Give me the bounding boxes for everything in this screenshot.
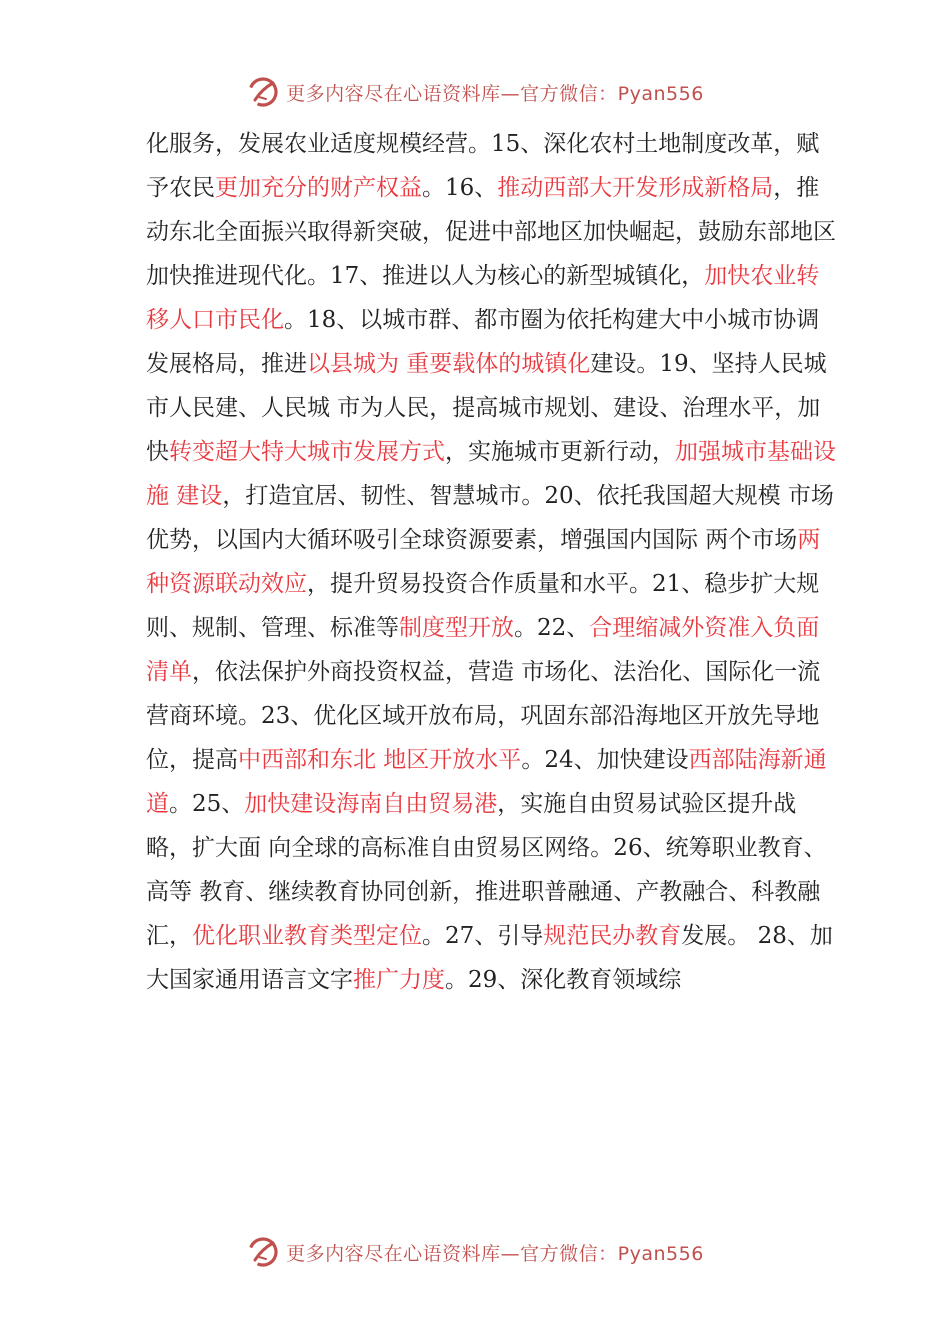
highlighted-text: 合理缩减外资准入负面清单 xyxy=(146,615,820,685)
brush-stroke-logo-icon xyxy=(246,1235,280,1269)
footer-banner xyxy=(0,1232,950,1272)
body-text: 。22、 xyxy=(514,615,590,641)
body-text: ，提升贸易投资合作质量和水平。21、稳步扩大规则、规制、管理、标准等 xyxy=(146,571,820,641)
body-text: 化服务，发展农业适度规模经营。15、深化农村土地制度改革，赋予农民 xyxy=(146,131,820,201)
body-text: 发展。 28、加大国家通用语言文字 xyxy=(146,923,833,993)
highlighted-text: 优化职业教育类型定位 xyxy=(192,923,422,949)
banner-text: 更多内容尽在心语资料库—官方微信：Pyan556 xyxy=(286,82,704,105)
body-text: 。16、 xyxy=(422,175,498,201)
body-text: ，实施城市更新行动， xyxy=(445,439,675,465)
brush-stroke-logo-icon xyxy=(246,75,280,109)
highlighted-text: 以县城为 重要载体的城镇化 xyxy=(307,351,591,377)
body-text: 。29、深化教育领域综 xyxy=(445,967,682,993)
highlighted-text: 转变超大特大城市发展方式 xyxy=(169,439,445,465)
highlighted-text: 推广力度 xyxy=(353,967,445,993)
body-text: ，推动东北全面振兴取得新突破，促进中部地区加快崛起，鼓励东部地区加快推进现代化。17、推进以人为核心的新型城镇化， xyxy=(146,175,836,289)
highlighted-text: 西部陆海新通道 xyxy=(146,747,827,817)
body-text: 建设。19、坚持人民城市人民建、人民城 市为人民，提高城市规划、建设、治理水平，加快 xyxy=(146,351,827,465)
document-body xyxy=(146,122,836,1002)
body-text: ，实施自由贸易试验区提升战略，扩大面 向全球的高标准自由贸易区网络。26、统筹职业教育、高等 教育、继续教育协同创新，推进职普融通、产教融合、科教融汇， xyxy=(146,791,827,949)
body-text: ，依法保护外商投资权益，营造 市场化、法治化、国际化一流营商环境。23、优化区域开放布局，巩固东部沿海地区开放先导地位，提高 xyxy=(146,659,821,773)
highlighted-text: 加快建设海南自由贸易港 xyxy=(244,791,498,817)
highlighted-text: 中西部和东北 地区开放水平 xyxy=(238,747,522,773)
header-banner xyxy=(0,72,950,112)
highlighted-text: 推动西部大开发形成新格局 xyxy=(497,175,774,201)
highlighted-text: 加快农业转移人口市民化 xyxy=(146,263,820,333)
highlighted-text: 制度型开放 xyxy=(399,615,514,641)
body-text: ，打造宜居、韧性、智慧城市。20、依托我国超大规模 市场优势，以国内大循环吸引全球资源要素，增强国内国际 两个市场 xyxy=(146,483,834,553)
banner-text: 更多内容尽在心语资料库—官方微信：Pyan556 xyxy=(286,1242,704,1265)
body-text: 。18、以城市群、都市圈为依托构建大中小城市协调发展格局，推进 xyxy=(146,307,820,377)
body-text: 。25、 xyxy=(169,791,245,817)
highlighted-text: 更加充分的财产权益 xyxy=(215,175,422,201)
highlighted-text: 规范民办教育 xyxy=(543,923,682,949)
highlighted-text: 两种资源联动效应 xyxy=(146,527,821,597)
body-text: 。27、引导 xyxy=(422,923,544,949)
body-text: 。24、加快建设 xyxy=(521,747,689,773)
highlighted-text: 加强城市基础设施 建设 xyxy=(146,439,836,509)
